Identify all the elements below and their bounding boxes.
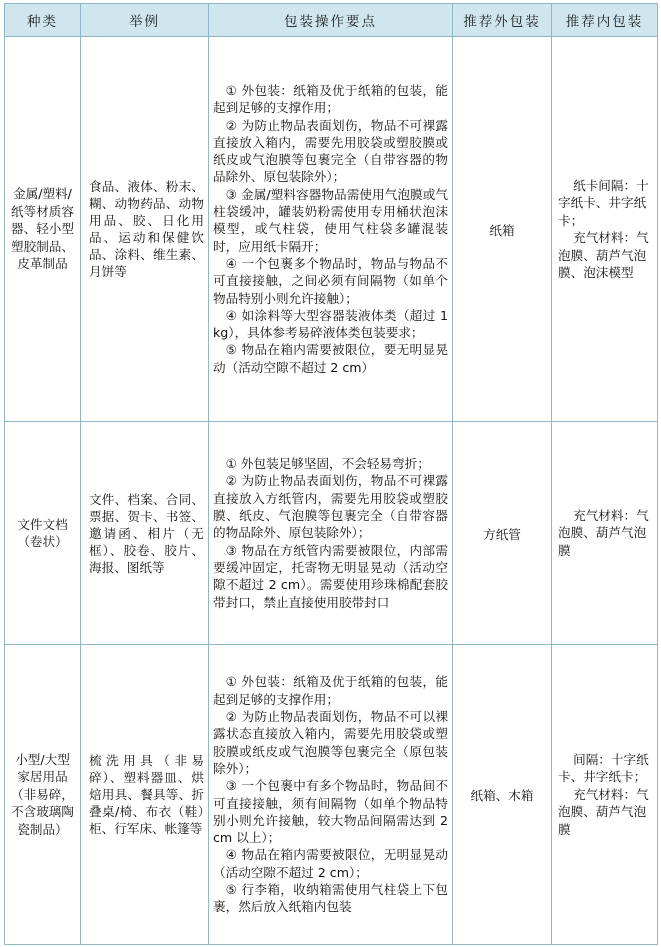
inner-packaging-cell <box>552 422 658 645</box>
outer-packaging-cell: 纸箱 <box>453 37 552 422</box>
category-cell: 金属/塑料/纸等材质容器、轻小型塑胶制品、皮革制品 <box>5 37 81 422</box>
category-cell: 小型/大型家居用品（非易碎，不含玻璃陶瓷制品） <box>5 645 81 945</box>
inner-packaging-item: 充气材料：气泡膜、葫芦气泡膜 <box>558 786 649 837</box>
operation-item: ② 为防止物品表面划伤，物品不可以裸露状态直接放入箱内，需要先用胶袋或塑胶膜或纸皮或气泡膜等包裹完全（原包装除外）； <box>213 709 448 776</box>
operations-cell <box>209 422 453 645</box>
examples-cell: 食品、液体、粉末、糊、动物药品、动物用品、胶、日化用品、运动和保健饮品、涂料、维生素、月饼等 <box>81 37 209 422</box>
inner-packaging-item: 充气材料：气泡膜、葫芦气泡膜、泡沫模型 <box>558 230 649 280</box>
outer-packaging-cell: 方纸管 <box>453 422 552 645</box>
header-examples: 举例 <box>81 4 209 37</box>
operations-cell <box>209 37 453 422</box>
header-category: 种类 <box>5 4 81 37</box>
operation-item: ③ 金属/塑料容器物品需使用气泡膜或气柱袋缓冲，罐装奶粉需使用专用桶状泡沫模型，或气柱袋，使用气柱袋多罐混装时，应用纸卡隔开； <box>213 186 448 254</box>
packaging-table <box>4 3 658 945</box>
operations-cell <box>209 645 453 945</box>
inner-packaging-cell <box>552 37 658 422</box>
table-row <box>5 37 658 422</box>
operation-item: ③ 物品在方纸管内需要被限位，内部需要缓冲固定，托寄物无明显晃动（活动空隙不超过 2 cm）。需要使用珍珠棉配套胶带封口，禁止直接使用胶带封口 <box>213 542 448 610</box>
category-cell: 文件文档（卷状） <box>5 422 81 645</box>
header-outer-packaging: 推荐外包装 <box>453 4 552 37</box>
operation-item: ① 外包装：纸箱及优于纸箱的包装，能起到足够的支撑作用； <box>213 674 448 707</box>
table-row <box>5 645 658 945</box>
operation-item: ① 外包装足够坚固，不会轻易弯折； <box>225 456 430 472</box>
operation-item: ④ 一个包裹多个物品时，物品与物品不可直接接触，之间必须有间隔物（如单个物品特别小则允许接触）； <box>213 255 448 306</box>
operation-item: ③ 一个包裹中有多个物品时，物品间不可直接接触，须有间隔物（如单个物品特别小则允许接触，较大物品间隔需达到 2 cm 以上）； <box>213 778 448 846</box>
header-operations: 包装操作要点 <box>209 4 453 37</box>
header-inner-packaging: 推荐内包装 <box>552 4 658 37</box>
outer-packaging-cell: 纸箱、木箱 <box>453 645 552 945</box>
operation-item: ② 为防止物品表面划伤，物品不可裸露直接放入箱内，需要先用胶袋或塑胶膜或纸皮或气泡膜等包裹完全（自带容器的物品除外、原包装除外）； <box>213 117 448 185</box>
operation-item: ① 外包装：纸箱及优于纸箱的包装，能起到足够的支撑作用； <box>213 82 448 116</box>
examples-cell: 文件、档案、合同、票据、贺卡、书签、邀请函、相片（无框）、胶卷、胶片、海报、图纸等 <box>81 422 209 645</box>
table-header-row <box>5 4 658 37</box>
operation-item: ⑤ 行李箱，收纳箱需使用气柱袋上下包裹，然后放入纸箱内包装 <box>213 881 448 915</box>
operation-item: ⑤ 物品在箱内需要被限位，要无明显晃动（活动空隙不超过 2 cm） <box>213 342 448 375</box>
table-row <box>5 422 658 645</box>
inner-packaging-item: 充气材料：气泡膜、葫芦气泡膜 <box>558 507 649 558</box>
inner-packaging-item: 间隔：十字纸卡、井字纸卡； <box>558 751 649 785</box>
operation-item: ④ 物品在箱内需要被限位，无明显晃动（活动空隙不超过 2 cm）； <box>213 847 448 880</box>
operation-item: ② 为防止物品表面划伤，物品不可裸露直接放入方纸管内，需要先用胶袋或塑胶膜、纸皮、气泡膜等包裹完全（自带容器的物品除外、原包装除外）； <box>213 473 448 541</box>
inner-packaging-item: 纸卡间隔：十字纸卡、井字纸卡； <box>558 177 649 228</box>
inner-packaging-cell <box>552 645 658 945</box>
operation-item: ④ 如涂料等大型容器装液体类（超过 1 kg），具体参考易碎液体类包装要求； <box>213 307 448 341</box>
examples-cell: 梳洗用具（非易碎）、塑料器皿、烘焙用具、餐具等、折叠桌/椅、布衣（鞋）柜、行军床、帐篷等 <box>81 645 209 945</box>
